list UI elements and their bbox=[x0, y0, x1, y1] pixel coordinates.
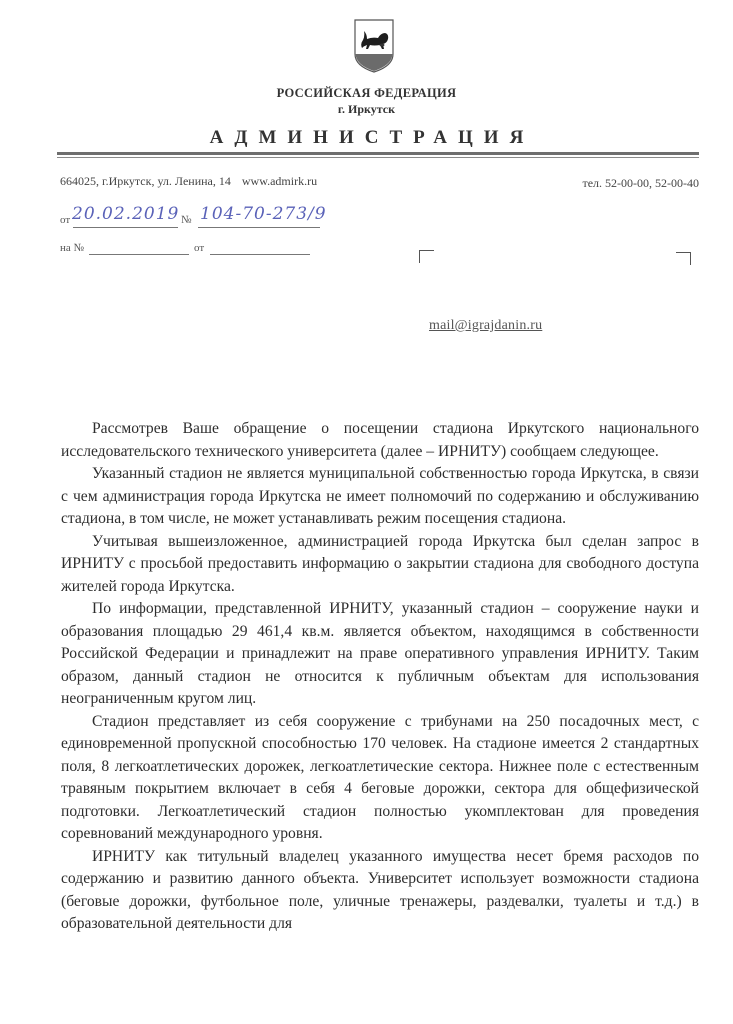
body-paragraph: По информации, представленной ИРНИТУ, указанный стадион – сооружение науки и образования площадью 29 461,4 кв.м. является объектом, находящимся в собственности Российской Федерации и принадлежит на праве оперативного управления ИРНИТУ. Таким образом, данный стадион не относится к публичным объектам для использования неограниченным кругом лиц. bbox=[61, 600, 699, 707]
handwritten-date: 20.02.2019 bbox=[72, 204, 180, 224]
number-label: № bbox=[181, 214, 192, 226]
incoming-reference bbox=[60, 242, 380, 258]
phone-numbers: тел. 52-00-00, 52-00-40 bbox=[582, 176, 699, 190]
reply-date-label: от bbox=[194, 242, 205, 254]
irkutsk-coat-of-arms-icon bbox=[352, 18, 396, 74]
postal-address: 664025, г.Иркутск, ул. Ленина, 14 bbox=[60, 174, 231, 188]
country-name: РОССИЙСКАЯ ФЕДЕРАЦИЯ bbox=[276, 86, 457, 100]
outgoing-reference bbox=[60, 204, 420, 228]
organization-title: АДМИНИСТРАЦИЯ bbox=[209, 127, 535, 148]
postal-address-line bbox=[60, 174, 325, 189]
reply-number-underline bbox=[89, 254, 189, 255]
letter-body bbox=[61, 418, 699, 936]
address-block-corner-right bbox=[676, 252, 691, 265]
handwritten-number: 104-70-273/9 bbox=[200, 204, 327, 224]
website-link[interactable]: www.admirk.ru bbox=[241, 174, 318, 188]
body-paragraph: Учитывая вышеизложенное, администрацией города Иркутска был сделан запрос в ИРНИТУ с просьбой предоставить информацию о закрытии стадиона для свободного доступа жителей города Иркутска. bbox=[61, 532, 699, 595]
reply-number-label: на № bbox=[60, 242, 85, 254]
body-paragraph: ИРНИТУ как титульный владелец указанного имущества несет бремя расходов по содержанию и развитию данного объекта. Университет использует возможности стадиона (беговые дорожки, футбольное поле, уличные тренажеры, раздевалки, туалеты и т.д.) в образовательной деятельности для bbox=[61, 847, 699, 932]
number-underline bbox=[198, 227, 320, 228]
body-paragraph: Рассмотрев Ваше обращение о посещении стадиона Иркутского национального исследовательского технического университета (далее – ИРНИТУ) сообщаем следующее. bbox=[61, 420, 699, 460]
reply-date-underline bbox=[210, 254, 310, 255]
address-block-corner-left bbox=[419, 250, 434, 263]
letterhead-rule-thin bbox=[57, 157, 699, 158]
recipient-email[interactable]: mail@igrajdanin.ru bbox=[429, 318, 543, 333]
letterhead-rule-thick bbox=[57, 152, 699, 155]
city-name: г. Иркутск bbox=[337, 102, 396, 116]
body-paragraph: Стадион представляет из себя сооружение с трибунами на 250 посадочных мест, с единовременной пропускной способностью 170 человек. На стадионе имеется 2 стандартных поля, 8 легкоатлетических дорожек, легкоатлетические сектора. Нижнее поле с естественным травяным покрытием включает в себя 4 беговые дорожки, сектора для общефизической подготовки. Легкоатлетический стадион полностью укомплектован для проведения соревнований международного уровня. bbox=[61, 712, 699, 842]
body-paragraph: Указанный стадион не является муниципальной собственностью города Иркутска, в связи с чем администрация города Иркутска не имеет полномочий по содержанию и обслуживанию стадиона, в том числе, не может устанавливать режим посещения стадиона. bbox=[61, 465, 699, 527]
date-label: от bbox=[60, 214, 71, 226]
date-underline bbox=[73, 227, 178, 228]
